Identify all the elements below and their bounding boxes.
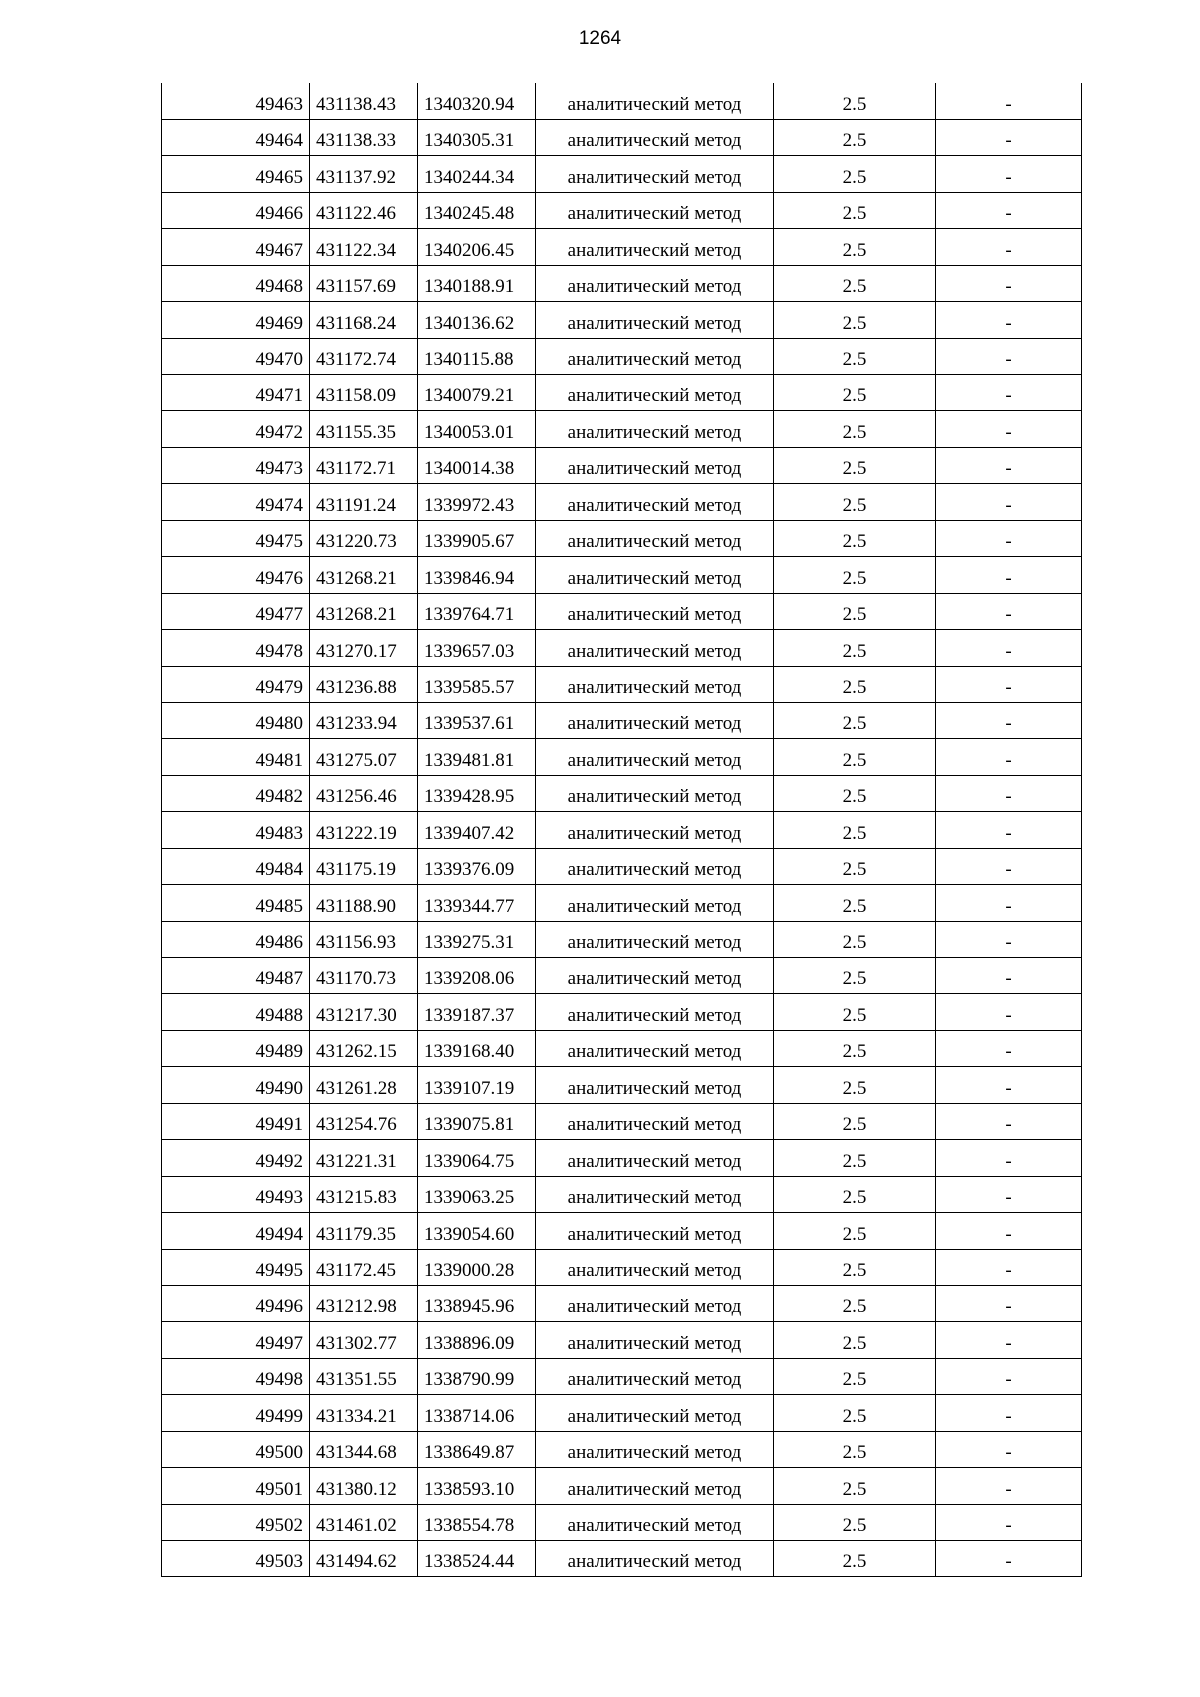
page-number: 1264 [578, 28, 622, 49]
accuracy-cell: 2.5 [774, 958, 936, 994]
table-row [162, 1504, 1082, 1540]
table-row [162, 229, 1082, 265]
point-number-cell: 49475 [162, 520, 310, 556]
point-number-cell: 49484 [162, 848, 310, 884]
method-cell: аналитический метод [536, 484, 774, 520]
method-cell: аналитический метод [536, 338, 774, 374]
y-coordinate-cell: 1339376.09 [418, 848, 536, 884]
table-row [162, 156, 1082, 192]
accuracy-cell: 2.5 [774, 702, 936, 738]
y-coordinate-cell: 1339107.19 [418, 1067, 536, 1103]
note-cell: - [936, 1030, 1082, 1066]
note-cell: - [936, 1249, 1082, 1285]
method-cell: аналитический метод [536, 1322, 774, 1358]
accuracy-cell: 2.5 [774, 83, 936, 119]
y-coordinate-cell: 1339846.94 [418, 557, 536, 593]
x-coordinate-cell: 431262.15 [310, 1030, 418, 1066]
x-coordinate-cell: 431494.62 [310, 1541, 418, 1577]
point-number-cell: 49465 [162, 156, 310, 192]
x-coordinate-cell: 431172.74 [310, 338, 418, 374]
table-row [162, 557, 1082, 593]
x-coordinate-cell: 431270.17 [310, 630, 418, 666]
x-coordinate-cell: 431172.45 [310, 1249, 418, 1285]
point-number-cell: 49481 [162, 739, 310, 775]
y-coordinate-cell: 1338714.06 [418, 1395, 536, 1431]
table-row [162, 1285, 1082, 1321]
y-coordinate-cell: 1339585.57 [418, 666, 536, 702]
accuracy-cell: 2.5 [774, 375, 936, 411]
point-number-cell: 49499 [162, 1395, 310, 1431]
x-coordinate-cell: 431334.21 [310, 1395, 418, 1431]
point-number-cell: 49468 [162, 265, 310, 301]
point-number-cell: 49477 [162, 593, 310, 629]
x-coordinate-cell: 431179.35 [310, 1213, 418, 1249]
note-cell: - [936, 630, 1082, 666]
table-row [162, 702, 1082, 738]
method-cell: аналитический метод [536, 1468, 774, 1504]
point-number-cell: 49466 [162, 192, 310, 228]
method-cell: аналитический метод [536, 1030, 774, 1066]
method-cell: аналитический метод [536, 1249, 774, 1285]
y-coordinate-cell: 1339428.95 [418, 775, 536, 811]
table-row [162, 484, 1082, 520]
x-coordinate-cell: 431138.33 [310, 119, 418, 155]
table-row [162, 119, 1082, 155]
note-cell: - [936, 83, 1082, 119]
table-row [162, 921, 1082, 957]
note-cell: - [936, 338, 1082, 374]
note-cell: - [936, 447, 1082, 483]
method-cell: аналитический метод [536, 1213, 774, 1249]
table-row [162, 1468, 1082, 1504]
table-row [162, 192, 1082, 228]
table-row [162, 520, 1082, 556]
table-row [162, 593, 1082, 629]
method-cell: аналитический метод [536, 520, 774, 556]
y-coordinate-cell: 1339407.42 [418, 812, 536, 848]
accuracy-cell: 2.5 [774, 921, 936, 957]
x-coordinate-cell: 431156.93 [310, 921, 418, 957]
method-cell: аналитический метод [536, 192, 774, 228]
table-row [162, 265, 1082, 301]
table-row [162, 885, 1082, 921]
table-row [162, 302, 1082, 338]
note-cell: - [936, 593, 1082, 629]
y-coordinate-cell: 1338649.87 [418, 1431, 536, 1467]
x-coordinate-cell: 431256.46 [310, 775, 418, 811]
note-cell: - [936, 229, 1082, 265]
x-coordinate-cell: 431233.94 [310, 702, 418, 738]
x-coordinate-cell: 431254.76 [310, 1103, 418, 1139]
point-number-cell: 49476 [162, 557, 310, 593]
note-cell: - [936, 1504, 1082, 1540]
accuracy-cell: 2.5 [774, 265, 936, 301]
method-cell: аналитический метод [536, 1103, 774, 1139]
y-coordinate-cell: 1339972.43 [418, 484, 536, 520]
point-number-cell: 49491 [162, 1103, 310, 1139]
note-cell: - [936, 1285, 1082, 1321]
accuracy-cell: 2.5 [774, 1541, 936, 1577]
table-row [162, 812, 1082, 848]
accuracy-cell: 2.5 [774, 156, 936, 192]
accuracy-cell: 2.5 [774, 192, 936, 228]
y-coordinate-cell: 1339275.31 [418, 921, 536, 957]
y-coordinate-cell: 1340320.94 [418, 83, 536, 119]
note-cell: - [936, 1140, 1082, 1176]
table-row [162, 958, 1082, 994]
method-cell: аналитический метод [536, 630, 774, 666]
method-cell: аналитический метод [536, 447, 774, 483]
note-cell: - [936, 1103, 1082, 1139]
note-cell: - [936, 848, 1082, 884]
x-coordinate-cell: 431261.28 [310, 1067, 418, 1103]
y-coordinate-cell: 1340245.48 [418, 192, 536, 228]
point-number-cell: 49469 [162, 302, 310, 338]
table-row [162, 1213, 1082, 1249]
note-cell: - [936, 994, 1082, 1030]
x-coordinate-cell: 431220.73 [310, 520, 418, 556]
note-cell: - [936, 1358, 1082, 1394]
x-coordinate-cell: 431236.88 [310, 666, 418, 702]
table-row [162, 447, 1082, 483]
note-cell: - [936, 156, 1082, 192]
x-coordinate-cell: 431215.83 [310, 1176, 418, 1212]
table-row [162, 848, 1082, 884]
method-cell: аналитический метод [536, 1140, 774, 1176]
method-cell: аналитический метод [536, 229, 774, 265]
table-row [162, 739, 1082, 775]
method-cell: аналитический метод [536, 1067, 774, 1103]
method-cell: аналитический метод [536, 848, 774, 884]
table-row [162, 411, 1082, 447]
accuracy-cell: 2.5 [774, 411, 936, 447]
table-row [162, 630, 1082, 666]
x-coordinate-cell: 431275.07 [310, 739, 418, 775]
point-number-cell: 49463 [162, 83, 310, 119]
y-coordinate-cell: 1340305.31 [418, 119, 536, 155]
x-coordinate-cell: 431380.12 [310, 1468, 418, 1504]
accuracy-cell: 2.5 [774, 1322, 936, 1358]
table-row [162, 1140, 1082, 1176]
accuracy-cell: 2.5 [774, 666, 936, 702]
y-coordinate-cell: 1340206.45 [418, 229, 536, 265]
x-coordinate-cell: 431268.21 [310, 593, 418, 629]
point-number-cell: 49471 [162, 375, 310, 411]
accuracy-cell: 2.5 [774, 1213, 936, 1249]
method-cell: аналитический метод [536, 265, 774, 301]
x-coordinate-cell: 431168.24 [310, 302, 418, 338]
table-row [162, 1541, 1082, 1577]
note-cell: - [936, 557, 1082, 593]
point-number-cell: 49494 [162, 1213, 310, 1249]
accuracy-cell: 2.5 [774, 848, 936, 884]
method-cell: аналитический метод [536, 775, 774, 811]
note-cell: - [936, 302, 1082, 338]
coordinates-table-body [162, 83, 1082, 1577]
note-cell: - [936, 958, 1082, 994]
x-coordinate-cell: 431157.69 [310, 265, 418, 301]
accuracy-cell: 2.5 [774, 1067, 936, 1103]
point-number-cell: 49474 [162, 484, 310, 520]
accuracy-cell: 2.5 [774, 739, 936, 775]
method-cell: аналитический метод [536, 557, 774, 593]
point-number-cell: 49502 [162, 1504, 310, 1540]
note-cell: - [936, 484, 1082, 520]
note-cell: - [936, 921, 1082, 957]
point-number-cell: 49470 [162, 338, 310, 374]
method-cell: аналитический метод [536, 702, 774, 738]
y-coordinate-cell: 1339187.37 [418, 994, 536, 1030]
method-cell: аналитический метод [536, 411, 774, 447]
accuracy-cell: 2.5 [774, 593, 936, 629]
x-coordinate-cell: 431138.43 [310, 83, 418, 119]
accuracy-cell: 2.5 [774, 1030, 936, 1066]
point-number-cell: 49497 [162, 1322, 310, 1358]
accuracy-cell: 2.5 [774, 1395, 936, 1431]
note-cell: - [936, 1067, 1082, 1103]
table-row [162, 1176, 1082, 1212]
coordinates-table [161, 83, 1082, 1577]
x-coordinate-cell: 431155.35 [310, 411, 418, 447]
y-coordinate-cell: 1338790.99 [418, 1358, 536, 1394]
y-coordinate-cell: 1338896.09 [418, 1322, 536, 1358]
point-number-cell: 49473 [162, 447, 310, 483]
x-coordinate-cell: 431175.19 [310, 848, 418, 884]
accuracy-cell: 2.5 [774, 1103, 936, 1139]
accuracy-cell: 2.5 [774, 338, 936, 374]
y-coordinate-cell: 1338945.96 [418, 1285, 536, 1321]
point-number-cell: 49496 [162, 1285, 310, 1321]
table-row [162, 1358, 1082, 1394]
y-coordinate-cell: 1339905.67 [418, 520, 536, 556]
x-coordinate-cell: 431344.68 [310, 1431, 418, 1467]
y-coordinate-cell: 1338554.78 [418, 1504, 536, 1540]
point-number-cell: 49464 [162, 119, 310, 155]
point-number-cell: 49492 [162, 1140, 310, 1176]
point-number-cell: 49501 [162, 1468, 310, 1504]
note-cell: - [936, 411, 1082, 447]
table-row [162, 666, 1082, 702]
accuracy-cell: 2.5 [774, 484, 936, 520]
y-coordinate-cell: 1340244.34 [418, 156, 536, 192]
point-number-cell: 49485 [162, 885, 310, 921]
point-number-cell: 49489 [162, 1030, 310, 1066]
point-number-cell: 49487 [162, 958, 310, 994]
y-coordinate-cell: 1340079.21 [418, 375, 536, 411]
note-cell: - [936, 1468, 1082, 1504]
y-coordinate-cell: 1339344.77 [418, 885, 536, 921]
table-row [162, 1067, 1082, 1103]
accuracy-cell: 2.5 [774, 1468, 936, 1504]
accuracy-cell: 2.5 [774, 1504, 936, 1540]
table-row [162, 1322, 1082, 1358]
point-number-cell: 49472 [162, 411, 310, 447]
table-row [162, 1249, 1082, 1285]
note-cell: - [936, 119, 1082, 155]
note-cell: - [936, 775, 1082, 811]
table-row [162, 375, 1082, 411]
method-cell: аналитический метод [536, 994, 774, 1030]
table-row [162, 994, 1082, 1030]
table-row [162, 338, 1082, 374]
method-cell: аналитический метод [536, 1176, 774, 1212]
y-coordinate-cell: 1340053.01 [418, 411, 536, 447]
accuracy-cell: 2.5 [774, 1140, 936, 1176]
x-coordinate-cell: 431461.02 [310, 1504, 418, 1540]
y-coordinate-cell: 1340136.62 [418, 302, 536, 338]
note-cell: - [936, 1431, 1082, 1467]
accuracy-cell: 2.5 [774, 1431, 936, 1467]
accuracy-cell: 2.5 [774, 812, 936, 848]
point-number-cell: 49503 [162, 1541, 310, 1577]
point-number-cell: 49478 [162, 630, 310, 666]
method-cell: аналитический метод [536, 593, 774, 629]
x-coordinate-cell: 431302.77 [310, 1322, 418, 1358]
accuracy-cell: 2.5 [774, 994, 936, 1030]
accuracy-cell: 2.5 [774, 119, 936, 155]
point-number-cell: 49495 [162, 1249, 310, 1285]
method-cell: аналитический метод [536, 666, 774, 702]
point-number-cell: 49482 [162, 775, 310, 811]
y-coordinate-cell: 1339054.60 [418, 1213, 536, 1249]
method-cell: аналитический метод [536, 156, 774, 192]
method-cell: аналитический метод [536, 812, 774, 848]
point-number-cell: 49483 [162, 812, 310, 848]
table-row [162, 1431, 1082, 1467]
method-cell: аналитический метод [536, 375, 774, 411]
y-coordinate-cell: 1339075.81 [418, 1103, 536, 1139]
y-coordinate-cell: 1339063.25 [418, 1176, 536, 1212]
y-coordinate-cell: 1339481.81 [418, 739, 536, 775]
accuracy-cell: 2.5 [774, 630, 936, 666]
point-number-cell: 49479 [162, 666, 310, 702]
x-coordinate-cell: 431217.30 [310, 994, 418, 1030]
point-number-cell: 49498 [162, 1358, 310, 1394]
accuracy-cell: 2.5 [774, 1285, 936, 1321]
x-coordinate-cell: 431351.55 [310, 1358, 418, 1394]
table-row [162, 83, 1082, 119]
method-cell: аналитический метод [536, 302, 774, 338]
y-coordinate-cell: 1338524.44 [418, 1541, 536, 1577]
method-cell: аналитический метод [536, 1358, 774, 1394]
x-coordinate-cell: 431212.98 [310, 1285, 418, 1321]
accuracy-cell: 2.5 [774, 520, 936, 556]
note-cell: - [936, 1213, 1082, 1249]
x-coordinate-cell: 431137.92 [310, 156, 418, 192]
method-cell: аналитический метод [536, 1541, 774, 1577]
note-cell: - [936, 812, 1082, 848]
x-coordinate-cell: 431172.71 [310, 447, 418, 483]
x-coordinate-cell: 431268.21 [310, 557, 418, 593]
method-cell: аналитический метод [536, 1504, 774, 1540]
method-cell: аналитический метод [536, 119, 774, 155]
note-cell: - [936, 666, 1082, 702]
table-row [162, 1030, 1082, 1066]
note-cell: - [936, 1541, 1082, 1577]
method-cell: аналитический метод [536, 921, 774, 957]
x-coordinate-cell: 431158.09 [310, 375, 418, 411]
x-coordinate-cell: 431188.90 [310, 885, 418, 921]
point-number-cell: 49493 [162, 1176, 310, 1212]
table-row [162, 1103, 1082, 1139]
note-cell: - [936, 1322, 1082, 1358]
x-coordinate-cell: 431191.24 [310, 484, 418, 520]
x-coordinate-cell: 431122.46 [310, 192, 418, 228]
method-cell: аналитический метод [536, 1431, 774, 1467]
point-number-cell: 49467 [162, 229, 310, 265]
method-cell: аналитический метод [536, 1285, 774, 1321]
accuracy-cell: 2.5 [774, 1176, 936, 1212]
accuracy-cell: 2.5 [774, 302, 936, 338]
note-cell: - [936, 885, 1082, 921]
note-cell: - [936, 1395, 1082, 1431]
note-cell: - [936, 702, 1082, 738]
method-cell: аналитический метод [536, 1395, 774, 1431]
note-cell: - [936, 265, 1082, 301]
x-coordinate-cell: 431221.31 [310, 1140, 418, 1176]
table-row [162, 775, 1082, 811]
point-number-cell: 49486 [162, 921, 310, 957]
note-cell: - [936, 375, 1082, 411]
y-coordinate-cell: 1339208.06 [418, 958, 536, 994]
accuracy-cell: 2.5 [774, 447, 936, 483]
note-cell: - [936, 739, 1082, 775]
method-cell: аналитический метод [536, 83, 774, 119]
y-coordinate-cell: 1339064.75 [418, 1140, 536, 1176]
y-coordinate-cell: 1339537.61 [418, 702, 536, 738]
accuracy-cell: 2.5 [774, 557, 936, 593]
point-number-cell: 49488 [162, 994, 310, 1030]
accuracy-cell: 2.5 [774, 229, 936, 265]
y-coordinate-cell: 1340115.88 [418, 338, 536, 374]
method-cell: аналитический метод [536, 958, 774, 994]
note-cell: - [936, 1176, 1082, 1212]
method-cell: аналитический метод [536, 739, 774, 775]
note-cell: - [936, 520, 1082, 556]
table-row [162, 1395, 1082, 1431]
y-coordinate-cell: 1340188.91 [418, 265, 536, 301]
accuracy-cell: 2.5 [774, 775, 936, 811]
x-coordinate-cell: 431222.19 [310, 812, 418, 848]
y-coordinate-cell: 1339168.40 [418, 1030, 536, 1066]
y-coordinate-cell: 1338593.10 [418, 1468, 536, 1504]
x-coordinate-cell: 431170.73 [310, 958, 418, 994]
y-coordinate-cell: 1339000.28 [418, 1249, 536, 1285]
method-cell: аналитический метод [536, 885, 774, 921]
point-number-cell: 49490 [162, 1067, 310, 1103]
accuracy-cell: 2.5 [774, 885, 936, 921]
accuracy-cell: 2.5 [774, 1358, 936, 1394]
y-coordinate-cell: 1339657.03 [418, 630, 536, 666]
point-number-cell: 49500 [162, 1431, 310, 1467]
note-cell: - [936, 192, 1082, 228]
point-number-cell: 49480 [162, 702, 310, 738]
accuracy-cell: 2.5 [774, 1249, 936, 1285]
y-coordinate-cell: 1340014.38 [418, 447, 536, 483]
x-coordinate-cell: 431122.34 [310, 229, 418, 265]
y-coordinate-cell: 1339764.71 [418, 593, 536, 629]
